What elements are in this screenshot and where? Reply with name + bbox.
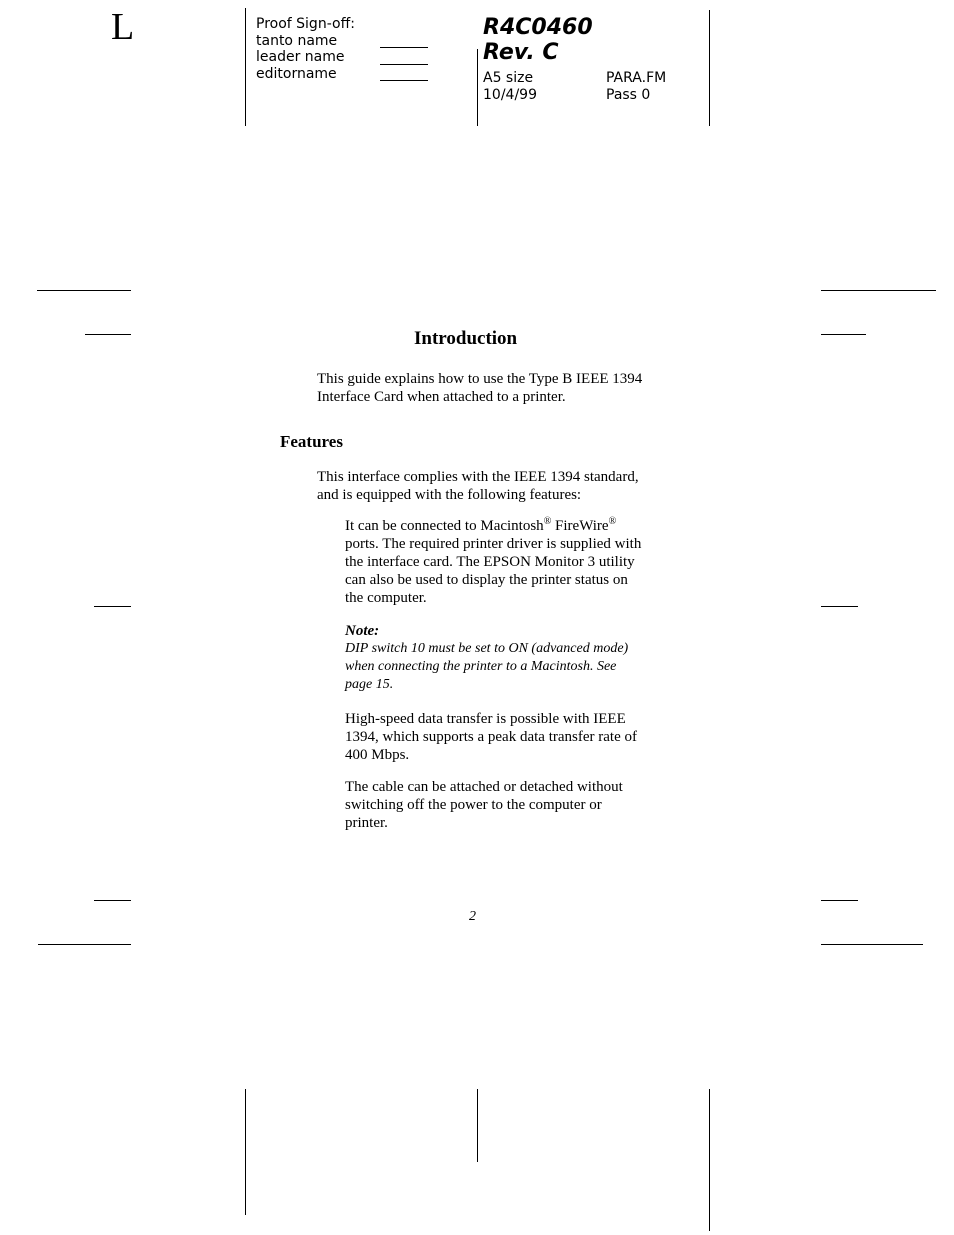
corner-letter: L xyxy=(111,6,135,48)
crop-mark-top-left xyxy=(245,8,246,126)
registered-mark: ® xyxy=(608,516,617,527)
note-block xyxy=(345,622,628,694)
proof-signoff xyxy=(256,16,355,82)
feature-item-firewire xyxy=(345,517,641,607)
feature-line: switching off the power to the computer or xyxy=(345,797,602,813)
crop-mark-right-4 xyxy=(821,900,858,901)
feature-line: the interface card. The EPSON Monitor 3 utility xyxy=(345,554,635,570)
crop-mark-left-2 xyxy=(85,334,131,335)
crop-mark-bottom-left xyxy=(245,1089,246,1215)
crop-mark-bottom-center xyxy=(477,1089,478,1162)
pass-number: Pass 0 xyxy=(606,87,651,103)
doc-code: R4C0460 xyxy=(483,15,593,40)
note-line: when connecting the printer to a Macintosh. See xyxy=(345,659,617,674)
crop-mark-right-1 xyxy=(821,290,936,291)
note-label: Note: xyxy=(345,623,380,639)
signoff-name-leader: leader name xyxy=(256,49,345,65)
signoff-blank-leader xyxy=(380,64,428,65)
page-number: 2 xyxy=(469,909,476,924)
feature-text: It can be connected to Macintosh xyxy=(345,518,544,534)
feature-line: The cable can be attached or detached without xyxy=(345,779,623,795)
feature-line: can also be used to display the printer status on xyxy=(345,572,628,588)
intro-line: This guide explains how to use the Type B IEEE 1394 xyxy=(317,371,643,387)
document-id xyxy=(483,15,593,65)
crop-mark-bottom-right xyxy=(709,1089,710,1231)
features-paragraph xyxy=(317,468,639,504)
crop-mark-top-right xyxy=(709,10,710,126)
intro-paragraph xyxy=(317,370,642,406)
crop-mark-top-center xyxy=(477,49,478,126)
doc-revision: Rev. C xyxy=(483,40,559,65)
note-line: DIP switch 10 must be set to ON (advanced mode) xyxy=(345,641,629,656)
features-heading: Features xyxy=(280,432,343,451)
crop-mark-right-2 xyxy=(821,334,866,335)
crop-mark-left-4 xyxy=(94,900,131,901)
registered-mark: ® xyxy=(543,516,552,527)
features-line: and is equipped with the following features: xyxy=(317,487,582,503)
feature-line xyxy=(345,517,641,535)
feature-line: High-speed data transfer is possible with IEEE xyxy=(345,711,626,727)
crop-mark-right-5 xyxy=(821,944,923,945)
signoff-blank-editor xyxy=(380,80,428,81)
crop-mark-left-3 xyxy=(94,606,131,607)
file-name: PARA.FM xyxy=(606,70,667,86)
signoff-blank-tanto xyxy=(380,47,428,48)
signoff-name-editor: editorname xyxy=(256,65,337,82)
doc-date: 10/4/99 xyxy=(483,87,537,103)
crop-mark-left-1 xyxy=(37,290,131,291)
signoff-name-tanto: tanto name xyxy=(256,32,338,49)
feature-item-speed xyxy=(345,710,637,764)
feature-text: FireWire xyxy=(551,518,609,534)
note-line: page 15. xyxy=(345,677,394,692)
crop-mark-right-3 xyxy=(821,606,858,607)
features-line: This interface complies with the IEEE 1394 standard, xyxy=(317,469,639,485)
crop-mark-left-5 xyxy=(38,944,131,945)
feature-line: the computer. xyxy=(345,590,427,606)
feature-line: 1394, which supports a peak data transfer rate of xyxy=(345,729,637,745)
feature-line: 400 Mbps. xyxy=(345,747,410,763)
page-title: Introduction xyxy=(414,328,518,349)
intro-line: Interface Card when attached to a printer. xyxy=(317,389,566,405)
signoff-title: Proof Sign-off: xyxy=(256,16,355,32)
feature-item-hotplug xyxy=(345,778,623,832)
feature-line: ports. The required printer driver is supplied with xyxy=(345,536,642,552)
page-size: A5 size xyxy=(483,70,534,86)
feature-line: printer. xyxy=(345,815,388,831)
